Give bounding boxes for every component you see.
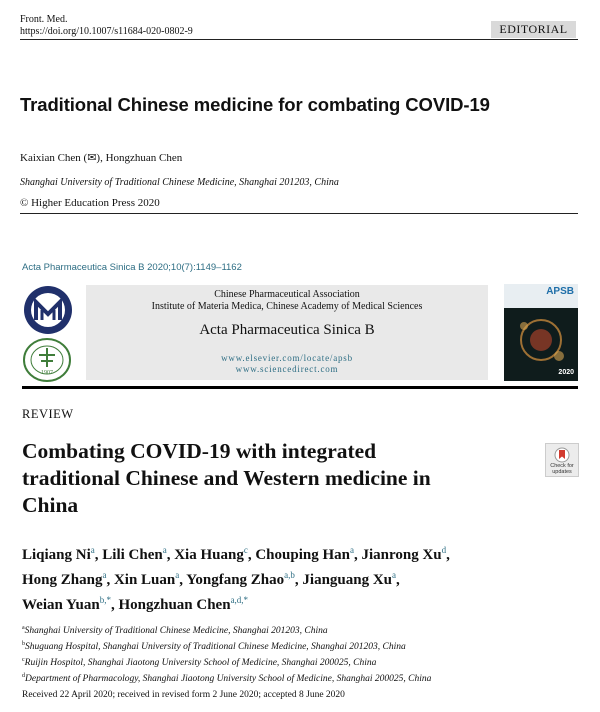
affiliation-key: a	[22, 625, 25, 631]
copyright-line: © Higher Education Press 2020	[20, 197, 160, 209]
article-title-line: Combating COVID-19 with integrated	[22, 439, 377, 463]
author-name: Liqiang Ni	[22, 547, 91, 563]
affiliation-text: Ruijin Hospitol, Shanghai Jiaotong University School of Medicine, Shanghai 200025, China	[24, 658, 377, 669]
banner-journal-name: Acta Pharmaceutica Sinica B	[199, 322, 375, 338]
journal-citation[interactable]: Acta Pharmaceutica Sinica B 2020;10(7):1149–1162	[22, 262, 242, 273]
banner-url-elsevier[interactable]: www.elsevier.com/locate/apsb	[221, 353, 353, 363]
editorial-badge: EDITORIAL	[491, 21, 576, 38]
banner-url-sciencedirect[interactable]: www.sciencedirect.com	[235, 364, 339, 374]
author-affil-mark[interactable]: a	[90, 545, 95, 555]
cover-label: APSB	[546, 286, 574, 297]
journal-cover-thumbnail[interactable]	[504, 284, 578, 381]
doi-link[interactable]: https://doi.org/10.1007/s11684-020-0802-9	[20, 26, 193, 37]
author-name: Hongzhuan Chen	[118, 597, 231, 613]
affiliation-item	[22, 670, 431, 686]
affiliation-key: d	[22, 673, 25, 680]
editorial-affiliation: Shanghai University of Traditional Chinese Medicine, Shanghai 201203, China	[20, 177, 339, 188]
author-name: Jianrong Xu	[361, 547, 442, 563]
author-affil-mark[interactable]: a	[349, 545, 354, 555]
journal-banner	[86, 285, 488, 380]
affiliation-key: c	[22, 657, 25, 664]
author-name: Hong Zhang	[22, 572, 103, 588]
affiliation-key: b	[22, 641, 25, 648]
author-name: Yongfang Zhao	[186, 572, 285, 588]
banner-association: Chinese Pharmaceutical Association	[214, 289, 360, 300]
affiliation-text: Shanghai University of Traditional Chinese Medicine, Shanghai 201203, China	[24, 626, 328, 637]
author-affil-mark[interactable]: a	[392, 570, 397, 580]
bookmark-icon	[554, 447, 570, 463]
author-name: Weian Yuan	[22, 597, 100, 613]
affiliation-item	[22, 638, 431, 654]
section-label: REVIEW	[22, 407, 74, 421]
editorial-rule	[20, 213, 578, 214]
affiliation-text: Department of Pharmacology, Shanghai Jiaotong University School of Medicine, Shanghai 200025, China	[25, 674, 432, 685]
author-affil-mark[interactable]: a	[102, 570, 107, 580]
check-text-line2: updates	[552, 469, 572, 475]
journal-abbrev: Front. Med.	[20, 14, 68, 25]
author-affil-mark[interactable]: b,*	[99, 595, 111, 605]
affiliation-item	[22, 654, 431, 670]
institute-logo	[22, 337, 72, 383]
author-affil-mark[interactable]: d	[441, 545, 447, 555]
affiliation-list	[22, 622, 431, 687]
author-name: Jianguang Xu	[302, 572, 393, 588]
author-affil-mark[interactable]: a	[162, 545, 167, 555]
cpa-logo	[22, 284, 74, 336]
check-text-line1: Check for	[550, 463, 574, 469]
article-title-line: China	[22, 493, 79, 517]
received-dates: Received 22 April 2020; received in revised form 2 June 2020; accepted 8 June 2020	[22, 690, 345, 700]
cover-year: 2020	[558, 369, 574, 376]
logo-year: 1907	[41, 370, 53, 376]
author-affil-mark[interactable]: a,d,*	[230, 595, 249, 605]
author-affil-mark[interactable]: a,b	[284, 570, 295, 580]
affiliation-text: Shuguang Hospital, Shanghai University of Traditional Chinese Medicine, Shanghai 201203, China	[25, 642, 406, 653]
editorial-title: Traditional Chinese medicine for combating COVID-19	[20, 94, 490, 115]
review-rule	[22, 386, 578, 389]
author-name: Lili Chen	[102, 547, 163, 563]
affiliation-item	[22, 622, 431, 638]
author-name: Xia Huang	[174, 547, 244, 563]
header-rule	[20, 39, 578, 40]
author-affil-mark[interactable]: c	[243, 545, 248, 555]
article-title	[22, 438, 522, 519]
author-name: Chouping Han	[255, 547, 350, 563]
author-name: Xin Luan	[113, 572, 176, 588]
author-affil-mark[interactable]: a	[175, 570, 180, 580]
review-authors: Liqiang Ni$^a$, Lili Chen$^a$, Xia Huang$^c$, Chouping Han$^a$, Jianrong Xu$^d$, Hong Zhang$^a$, Xin Luan$^a$, Yongfang Zhao$^{a,b}$, Jianguang Xu$^a$, Weian Yuan$^{b,*}$, Hongzhuan Chen$^{a,d,*}$	[22, 545, 450, 613]
editorial-authors: Kaixian Chen (✉), Hongzhuan Chen	[20, 152, 183, 164]
article-title-line: traditional Chinese and Western medicine in	[22, 466, 431, 490]
banner-institute: Institute of Materia Medica, Chinese Academy of Medical Sciences	[151, 301, 423, 312]
check-for-updates-button[interactable]	[545, 443, 579, 477]
